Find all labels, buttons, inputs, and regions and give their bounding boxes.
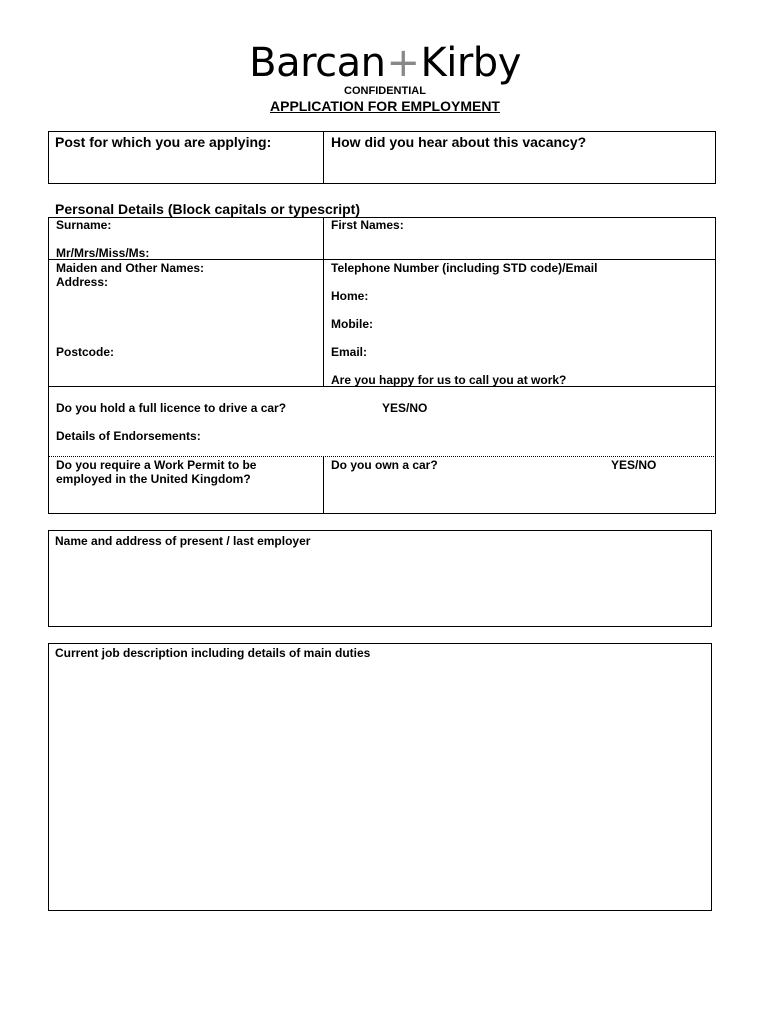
address-label: Address:: [56, 275, 109, 289]
post-applying-label: Post for which you are applying:: [55, 134, 272, 150]
maiden-names-label: Maiden and Other Names:: [56, 261, 205, 275]
logo-part-1: Barcan: [249, 40, 386, 86]
work-permit-label-line1: Do you require a Work Permit to be: [56, 458, 257, 472]
work-permit-label-line2: employed in the United Kingdom?: [56, 472, 251, 486]
vacancy-source-field[interactable]: [326, 152, 714, 182]
confidential-label: CONFIDENTIAL: [344, 85, 426, 97]
endorsements-label: Details of Endorsements:: [56, 429, 201, 443]
call-at-work-label: Are you happy for us to call you at work?: [331, 373, 567, 387]
driving-licence-label: Do you hold a full licence to drive a car?: [56, 401, 287, 415]
surname-label: Surname:: [56, 218, 112, 232]
personal-rule-3: [48, 456, 716, 457]
vacancy-source-label: How did you hear about this vacancy?: [331, 134, 587, 150]
own-car-label: Do you own a car?: [331, 458, 438, 472]
employer-label: Name and address of present / last employer: [55, 534, 311, 548]
form-title: APPLICATION FOR EMPLOYMENT: [270, 98, 500, 114]
title-label: Mr/Mrs/Miss/Ms:: [56, 246, 150, 260]
personal-details-heading: Personal Details (Block capitals or typescript): [55, 201, 360, 217]
personal-divider-bottom: [323, 456, 324, 514]
logo-part-2: Kirby: [420, 40, 521, 86]
post-applying-field[interactable]: [50, 152, 321, 182]
telephone-label: Telephone Number (including STD code)/Email: [331, 261, 598, 275]
driving-licence-yesno[interactable]: YES/NO: [382, 401, 428, 415]
company-logo: [0, 40, 770, 86]
postcode-label: Postcode:: [56, 345, 115, 359]
job-description-label: Current job description including details of main duties: [55, 646, 371, 660]
email-label: Email:: [331, 345, 368, 359]
personal-divider-top: [323, 217, 324, 386]
mobile-phone-label: Mobile:: [331, 317, 373, 331]
post-vacancy-divider: [323, 131, 324, 184]
own-car-yesno[interactable]: YES/NO: [611, 458, 657, 472]
job-description-box[interactable]: [48, 643, 712, 911]
first-names-label: First Names:: [331, 218, 404, 232]
home-phone-label: Home:: [331, 289, 369, 303]
logo-plus: +: [386, 40, 420, 86]
